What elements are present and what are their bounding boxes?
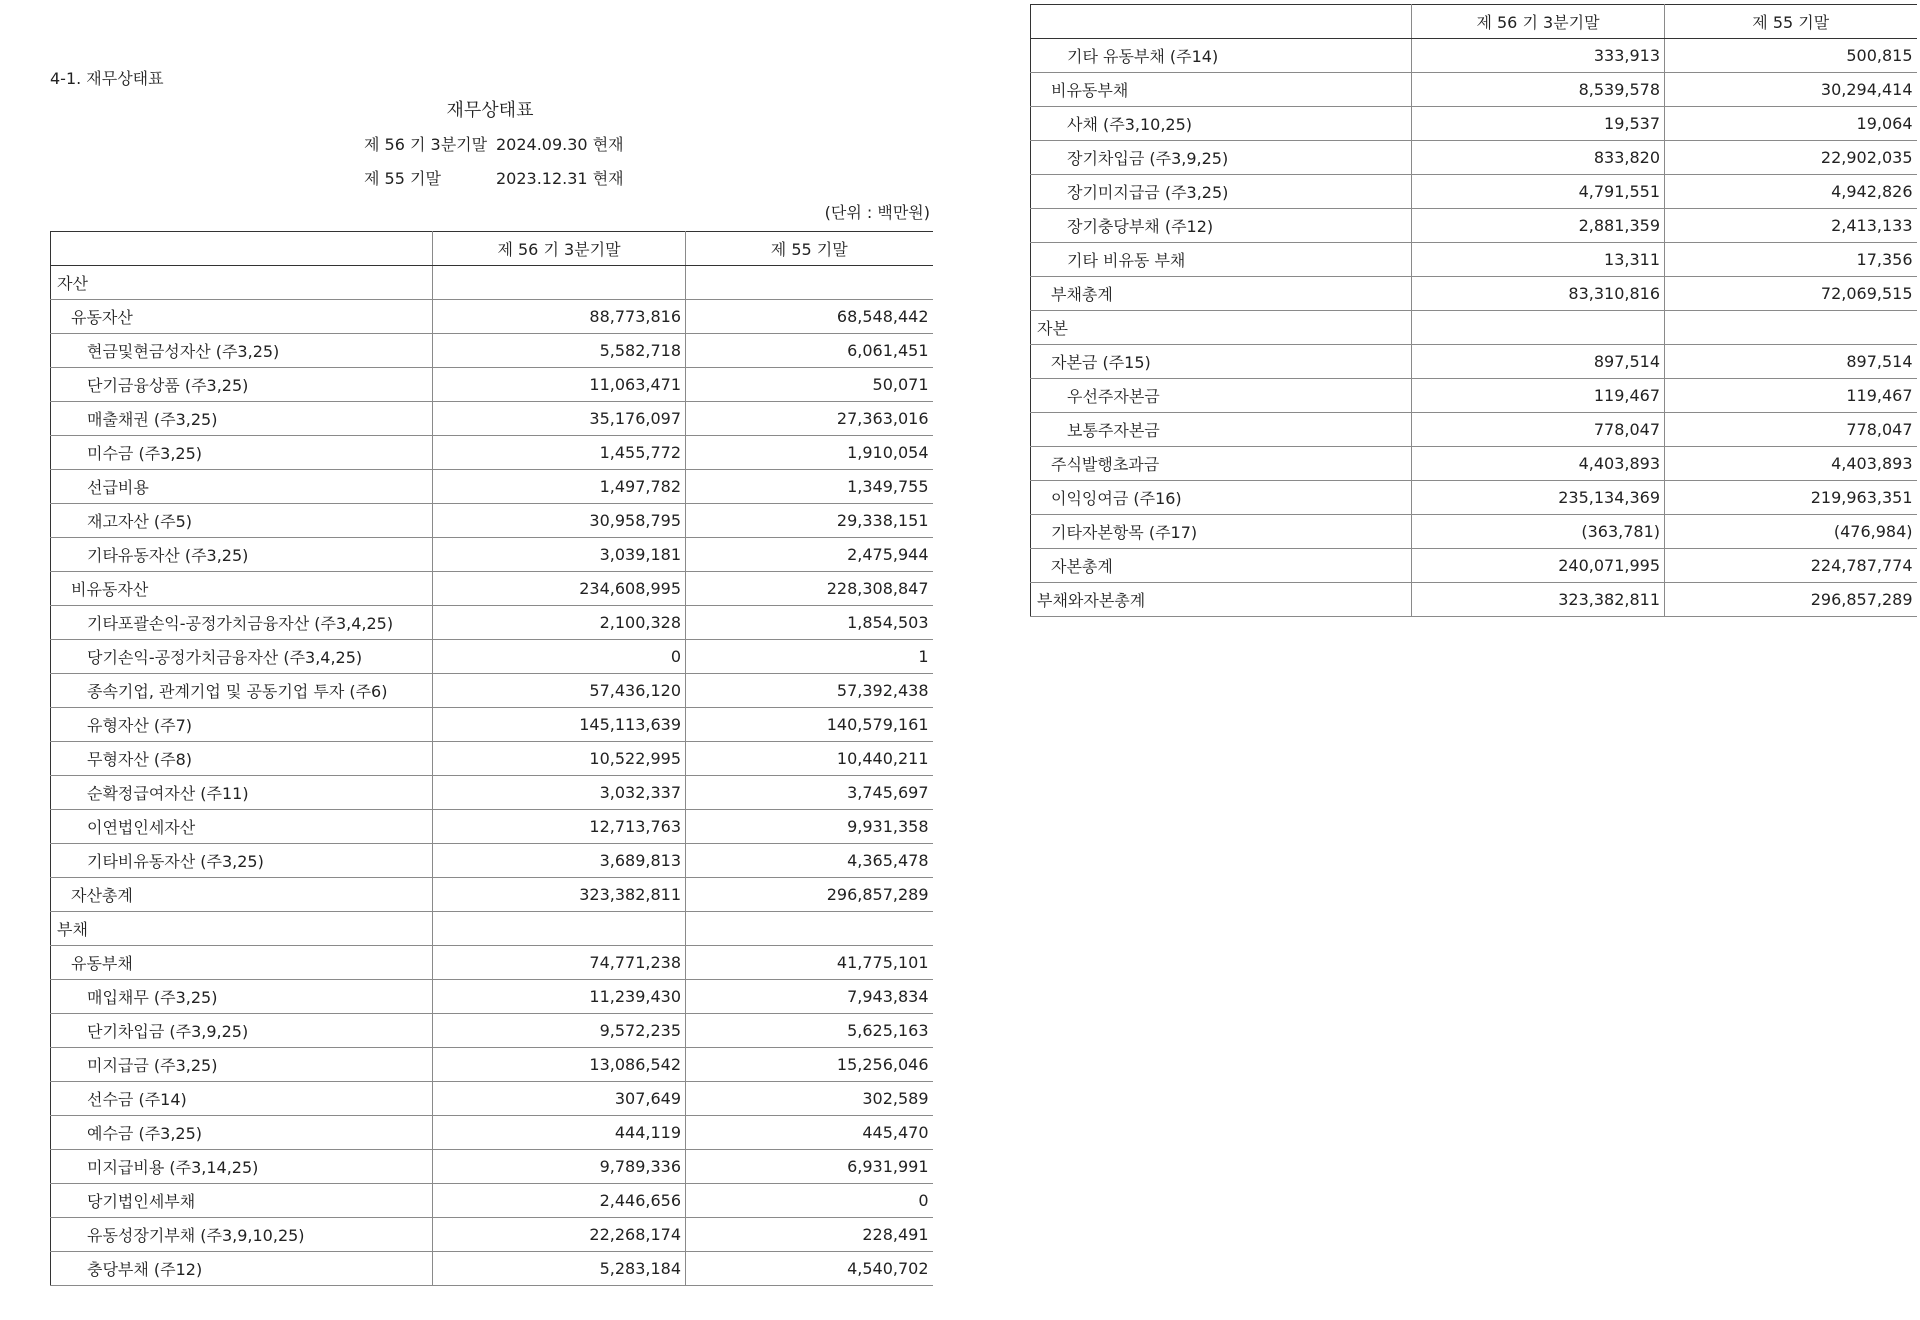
account-label: 기타자본항목 (주17) bbox=[1031, 515, 1412, 549]
table-row bbox=[51, 266, 933, 300]
account-label: 부채 bbox=[51, 912, 433, 946]
current-period-value: 240,071,995 bbox=[1412, 549, 1665, 583]
current-period-value: 83,310,816 bbox=[1412, 277, 1665, 311]
prior-period-value: 17,356 bbox=[1665, 243, 1917, 277]
current-period-value: 11,239,430 bbox=[433, 980, 686, 1014]
table-row bbox=[51, 1048, 933, 1082]
current-period-value: 3,689,813 bbox=[433, 844, 686, 878]
table-row bbox=[51, 1184, 933, 1218]
prior-period-value: 1,910,054 bbox=[686, 436, 933, 470]
period-current-date: 2024.09.30 현재 bbox=[496, 135, 624, 154]
account-label: 이연법인세자산 bbox=[51, 810, 433, 844]
prior-period-value: 1,854,503 bbox=[686, 606, 933, 640]
prior-period-value: 445,470 bbox=[686, 1116, 933, 1150]
period-prior bbox=[364, 166, 726, 189]
account-label: 매출채권 (주3,25) bbox=[51, 402, 433, 436]
table-row bbox=[1031, 243, 1917, 277]
current-period-value: 10,522,995 bbox=[433, 742, 686, 776]
account-label: 유형자산 (주7) bbox=[51, 708, 433, 742]
period-prior-label: 제 55 기말 bbox=[364, 169, 441, 188]
table-row bbox=[51, 776, 933, 810]
account-label: 우선주자본금 bbox=[1031, 379, 1412, 413]
table-row bbox=[51, 1150, 933, 1184]
prior-period-value: 219,963,351 bbox=[1665, 481, 1917, 515]
current-period-value: 897,514 bbox=[1412, 345, 1665, 379]
account-label: 당기손익-공정가치금융자산 (주3,4,25) bbox=[51, 640, 433, 674]
account-label: 미지급금 (주3,25) bbox=[51, 1048, 433, 1082]
table-row bbox=[1031, 583, 1917, 617]
prior-period-value: 22,902,035 bbox=[1665, 141, 1917, 175]
account-label: 보통주자본금 bbox=[1031, 413, 1412, 447]
account-label: 자본금 (주15) bbox=[1031, 345, 1412, 379]
current-period-value: 307,649 bbox=[433, 1082, 686, 1116]
table-row bbox=[1031, 549, 1917, 583]
prior-period-value: 224,787,774 bbox=[1665, 549, 1917, 583]
table-row bbox=[1031, 379, 1917, 413]
table-row bbox=[51, 1252, 933, 1286]
account-label: 자본총계 bbox=[1031, 549, 1412, 583]
table-row bbox=[51, 844, 933, 878]
table-row bbox=[1031, 175, 1917, 209]
account-label: 유동성장기부채 (주3,9,10,25) bbox=[51, 1218, 433, 1252]
table-row bbox=[1031, 345, 1917, 379]
table-row bbox=[51, 912, 933, 946]
table-header-row bbox=[1031, 5, 1917, 39]
table-row bbox=[1031, 107, 1917, 141]
current-period-value: 4,403,893 bbox=[1412, 447, 1665, 481]
current-period-value: 1,455,772 bbox=[433, 436, 686, 470]
prior-period-value: 72,069,515 bbox=[1665, 277, 1917, 311]
account-label: 비유동부채 bbox=[1031, 73, 1412, 107]
table-row bbox=[51, 402, 933, 436]
table-row bbox=[51, 504, 933, 538]
current-period-value: 11,063,471 bbox=[433, 368, 686, 402]
account-label: 장기충당부채 (주12) bbox=[1031, 209, 1412, 243]
period-current bbox=[364, 132, 726, 155]
prior-period-value: 50,071 bbox=[686, 368, 933, 402]
prior-period-value: 296,857,289 bbox=[686, 878, 933, 912]
account-label: 유동부채 bbox=[51, 946, 433, 980]
current-period-value: 88,773,816 bbox=[433, 300, 686, 334]
prior-period-value: 4,540,702 bbox=[686, 1252, 933, 1286]
table-row bbox=[51, 878, 933, 912]
account-label: 장기미지급금 (주3,25) bbox=[1031, 175, 1412, 209]
account-label: 기타 유동부채 (주14) bbox=[1031, 39, 1412, 73]
table-row bbox=[1031, 73, 1917, 107]
table-row bbox=[51, 810, 933, 844]
prior-period-value bbox=[1665, 311, 1917, 345]
table-row bbox=[51, 708, 933, 742]
current-period-value: 444,119 bbox=[433, 1116, 686, 1150]
account-label: 유동자산 bbox=[51, 300, 433, 334]
table-row bbox=[51, 470, 933, 504]
table-row bbox=[1031, 277, 1917, 311]
current-period-value: 9,572,235 bbox=[433, 1014, 686, 1048]
table-row bbox=[1031, 413, 1917, 447]
table-row bbox=[51, 572, 933, 606]
prior-period-value: 2,475,944 bbox=[686, 538, 933, 572]
account-label: 미지급비용 (주3,14,25) bbox=[51, 1150, 433, 1184]
current-period-value: 833,820 bbox=[1412, 141, 1665, 175]
table-row bbox=[1031, 515, 1917, 549]
current-period-value: 0 bbox=[433, 640, 686, 674]
prior-period-value: 15,256,046 bbox=[686, 1048, 933, 1082]
balance-sheet-table-right bbox=[1030, 4, 1917, 617]
current-period-value: 323,382,811 bbox=[433, 878, 686, 912]
account-label: 단기금융상품 (주3,25) bbox=[51, 368, 433, 402]
prior-period-value: 4,942,826 bbox=[1665, 175, 1917, 209]
table-row bbox=[51, 368, 933, 402]
current-period-value: 13,086,542 bbox=[433, 1048, 686, 1082]
prior-period-value: 228,491 bbox=[686, 1218, 933, 1252]
current-period-value: 13,311 bbox=[1412, 243, 1665, 277]
prior-period-value: 57,392,438 bbox=[686, 674, 933, 708]
table-row bbox=[51, 980, 933, 1014]
current-period-value: 5,283,184 bbox=[433, 1252, 686, 1286]
current-period-value: (363,781) bbox=[1412, 515, 1665, 549]
prior-period-value: 1 bbox=[686, 640, 933, 674]
current-period-value: 235,134,369 bbox=[1412, 481, 1665, 515]
prior-period-value: 228,308,847 bbox=[686, 572, 933, 606]
account-label: 매입채무 (주3,25) bbox=[51, 980, 433, 1014]
account-label: 미수금 (주3,25) bbox=[51, 436, 433, 470]
unit-note: (단위 : 백만원) bbox=[824, 203, 930, 222]
header-current-period: 제 56 기 3분기말 bbox=[1412, 5, 1665, 39]
account-label: 당기법인세부채 bbox=[51, 1184, 433, 1218]
account-label: 부채와자본총계 bbox=[1031, 583, 1412, 617]
prior-period-value: 29,338,151 bbox=[686, 504, 933, 538]
balance-sheet-table-left bbox=[50, 231, 933, 1286]
prior-period-value bbox=[686, 912, 933, 946]
prior-period-value: 4,403,893 bbox=[1665, 447, 1917, 481]
prior-period-value: 4,365,478 bbox=[686, 844, 933, 878]
prior-period-value: 19,064 bbox=[1665, 107, 1917, 141]
prior-period-value: 6,061,451 bbox=[686, 334, 933, 368]
account-label: 예수금 (주3,25) bbox=[51, 1116, 433, 1150]
table-row bbox=[51, 300, 933, 334]
current-period-value: 119,467 bbox=[1412, 379, 1665, 413]
current-period-value: 9,789,336 bbox=[433, 1150, 686, 1184]
header-account bbox=[51, 232, 433, 266]
table-row bbox=[51, 1116, 933, 1150]
table-row bbox=[51, 436, 933, 470]
current-period-value: 8,539,578 bbox=[1412, 73, 1665, 107]
table-row bbox=[51, 1082, 933, 1116]
account-label: 장기차입금 (주3,9,25) bbox=[1031, 141, 1412, 175]
current-period-value: 778,047 bbox=[1412, 413, 1665, 447]
current-period-value: 2,881,359 bbox=[1412, 209, 1665, 243]
account-label: 충당부채 (주12) bbox=[51, 1252, 433, 1286]
section-heading: 4-1. 재무상태표 bbox=[50, 69, 164, 88]
prior-period-value: 5,625,163 bbox=[686, 1014, 933, 1048]
account-label: 종속기업, 관계기업 및 공동기업 투자 (주6) bbox=[51, 674, 433, 708]
account-label: 현금및현금성자산 (주3,25) bbox=[51, 334, 433, 368]
table-row bbox=[51, 640, 933, 674]
prior-period-value: 1,349,755 bbox=[686, 470, 933, 504]
account-label: 선급비용 bbox=[51, 470, 433, 504]
prior-period-value: 9,931,358 bbox=[686, 810, 933, 844]
prior-period-value: (476,984) bbox=[1665, 515, 1917, 549]
header-prior-period: 제 55 기말 bbox=[686, 232, 933, 266]
current-period-value: 1,497,782 bbox=[433, 470, 686, 504]
prior-period-value: 140,579,161 bbox=[686, 708, 933, 742]
current-period-value: 57,436,120 bbox=[433, 674, 686, 708]
table-row bbox=[51, 334, 933, 368]
prior-period-value: 27,363,016 bbox=[686, 402, 933, 436]
table-row bbox=[51, 1218, 933, 1252]
current-period-value: 2,446,656 bbox=[433, 1184, 686, 1218]
table-row bbox=[1031, 447, 1917, 481]
prior-period-value: 68,548,442 bbox=[686, 300, 933, 334]
table-row bbox=[51, 606, 933, 640]
account-label: 순확정급여자산 (주11) bbox=[51, 776, 433, 810]
table-row bbox=[1031, 39, 1917, 73]
prior-period-value: 6,931,991 bbox=[686, 1150, 933, 1184]
current-period-value: 4,791,551 bbox=[1412, 175, 1665, 209]
table-row bbox=[51, 1014, 933, 1048]
current-period-value: 12,713,763 bbox=[433, 810, 686, 844]
prior-period-value bbox=[686, 266, 933, 300]
right-table-body bbox=[1031, 39, 1917, 617]
prior-period-value: 897,514 bbox=[1665, 345, 1917, 379]
current-period-value: 323,382,811 bbox=[1412, 583, 1665, 617]
table-header-row bbox=[51, 232, 933, 266]
current-period-value: 74,771,238 bbox=[433, 946, 686, 980]
prior-period-value: 302,589 bbox=[686, 1082, 933, 1116]
current-period-value: 35,176,097 bbox=[433, 402, 686, 436]
period-prior-date: 2023.12.31 현재 bbox=[496, 169, 624, 188]
account-label: 자산 bbox=[51, 266, 433, 300]
account-label: 기타유동자산 (주3,25) bbox=[51, 538, 433, 572]
table-row bbox=[51, 742, 933, 776]
current-period-value: 19,537 bbox=[1412, 107, 1665, 141]
current-period-value: 22,268,174 bbox=[433, 1218, 686, 1252]
prior-period-value: 500,815 bbox=[1665, 39, 1917, 73]
current-period-value bbox=[1412, 311, 1665, 345]
current-period-value: 333,913 bbox=[1412, 39, 1665, 73]
account-label: 자산총계 bbox=[51, 878, 433, 912]
current-period-value bbox=[433, 912, 686, 946]
prior-period-value: 3,745,697 bbox=[686, 776, 933, 810]
table-row bbox=[1031, 311, 1917, 345]
prior-period-value: 10,440,211 bbox=[686, 742, 933, 776]
account-label: 재고자산 (주5) bbox=[51, 504, 433, 538]
current-period-value: 2,100,328 bbox=[433, 606, 686, 640]
table-row bbox=[1031, 209, 1917, 243]
account-label: 단기차입금 (주3,9,25) bbox=[51, 1014, 433, 1048]
table-row bbox=[1031, 141, 1917, 175]
account-label: 기타 비유동 부채 bbox=[1031, 243, 1412, 277]
prior-period-value: 30,294,414 bbox=[1665, 73, 1917, 107]
table-row bbox=[1031, 481, 1917, 515]
table-row bbox=[51, 674, 933, 708]
period-current-label: 제 56 기 3분기말 bbox=[364, 135, 488, 154]
account-label: 선수금 (주14) bbox=[51, 1082, 433, 1116]
prior-period-value: 7,943,834 bbox=[686, 980, 933, 1014]
table-row bbox=[51, 538, 933, 572]
prior-period-value: 41,775,101 bbox=[686, 946, 933, 980]
current-period-value: 234,608,995 bbox=[433, 572, 686, 606]
account-label: 사채 (주3,10,25) bbox=[1031, 107, 1412, 141]
account-label: 무형자산 (주8) bbox=[51, 742, 433, 776]
current-period-value: 3,039,181 bbox=[433, 538, 686, 572]
account-label: 주식발행초과금 bbox=[1031, 447, 1412, 481]
account-label: 기타포괄손익-공정가치금융자산 (주3,4,25) bbox=[51, 606, 433, 640]
prior-period-value: 119,467 bbox=[1665, 379, 1917, 413]
table-row bbox=[51, 946, 933, 980]
account-label: 비유동자산 bbox=[51, 572, 433, 606]
current-period-value: 145,113,639 bbox=[433, 708, 686, 742]
account-label: 이익잉여금 (주16) bbox=[1031, 481, 1412, 515]
prior-period-value: 778,047 bbox=[1665, 413, 1917, 447]
current-period-value: 30,958,795 bbox=[433, 504, 686, 538]
prior-period-value: 0 bbox=[686, 1184, 933, 1218]
current-period-value: 3,032,337 bbox=[433, 776, 686, 810]
prior-period-value: 2,413,133 bbox=[1665, 209, 1917, 243]
header-current-period: 제 56 기 3분기말 bbox=[433, 232, 686, 266]
header-account bbox=[1031, 5, 1412, 39]
document-title: 재무상태표 bbox=[446, 100, 534, 121]
prior-period-value: 296,857,289 bbox=[1665, 583, 1917, 617]
current-period-value bbox=[433, 266, 686, 300]
current-period-value: 5,582,718 bbox=[433, 334, 686, 368]
account-label: 부채총계 bbox=[1031, 277, 1412, 311]
header-prior-period: 제 55 기말 bbox=[1665, 5, 1917, 39]
left-table-body bbox=[51, 266, 933, 1286]
account-label: 기타비유동자산 (주3,25) bbox=[51, 844, 433, 878]
account-label: 자본 bbox=[1031, 311, 1412, 345]
